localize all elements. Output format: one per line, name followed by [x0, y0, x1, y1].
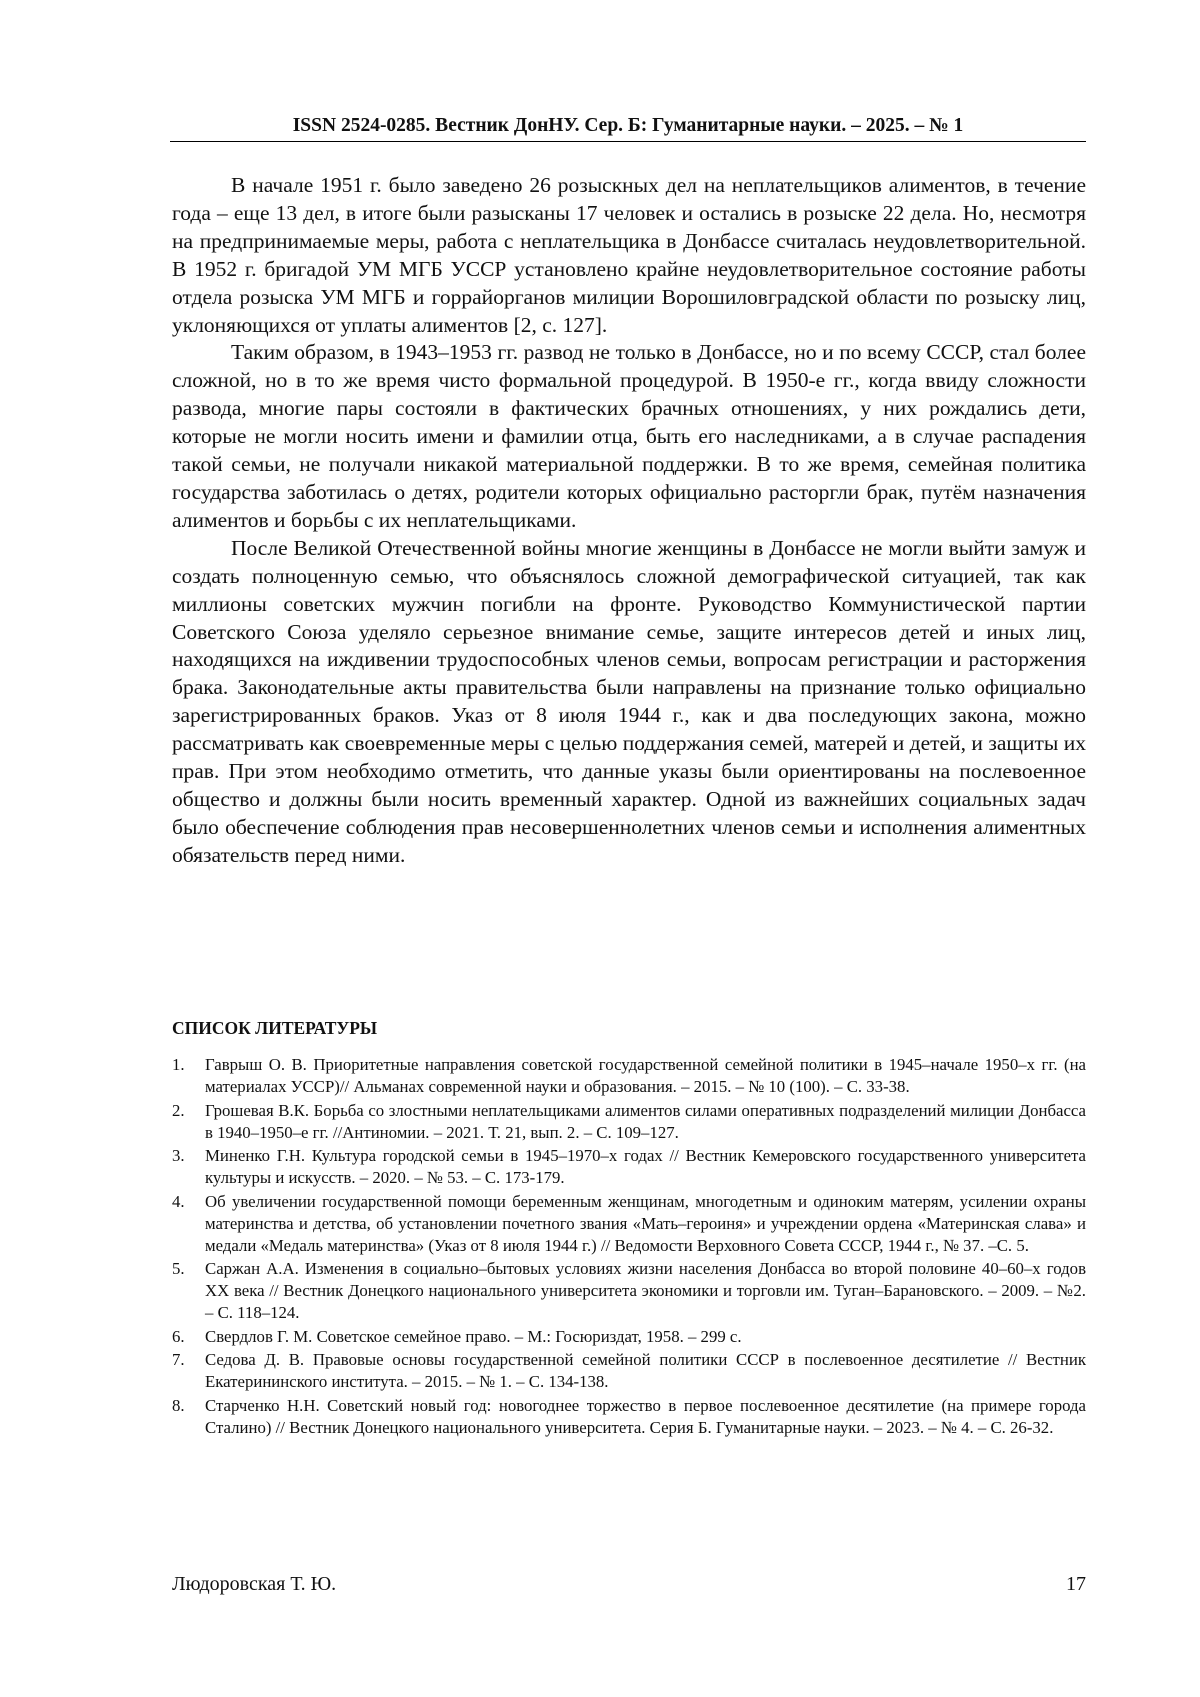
reference-item: [172, 1349, 1086, 1393]
footer-author: Людоровская Т. Ю.: [172, 1573, 337, 1595]
reference-item: [172, 1258, 1086, 1324]
reference-text: Грошевая В.К. Борьба со злостными неплательщиками алиментов силами оперативных подразделений милиции Донбасса в 1940–1950–е гг. //Антиномии. – 2021. Т. 21, вып. 2. – С. 109–127.: [205, 1100, 1086, 1142]
body-paragraph: Таким образом, в 1943–1953 гг. развод не только в Донбассе, но и по всему СССР, стал более сложной, но в то же время чисто формальной процедурой. В 1950-е гг., когда ввиду сложности развода, многие пары состояли в фактических брачных отношениях, у них рождались дети, которые не могли носить имени и фамилии отца, быть его наследниками, а в случае распадения такой семьи, не получали никакой материальной поддержки. В то же время, семейная политика государства заботилась о детях, родители которых официально расторгли брак, путём назначения алиментов и борьбы с их неплательщиками.: [172, 340, 1086, 532]
reference-text: Гаврыш О. В. Приоритетные направления советской государственной семейной политики в 1945–начале 1950–х гг. (на материалах УССР)// Альманах современной науки и образования. – 2015. – № 10 (100). – С. 33-38.: [205, 1055, 1086, 1096]
references-list: [172, 1054, 1086, 1440]
reference-item: [172, 1326, 1086, 1348]
reference-text: Об увеличении государственной помощи беременным женщинам, многодетным и одиноким матерям, усилении охраны материнства и детства, об установлении почетного звания «Мать–героиня» и учреждении ордена «Материнская слава» и медали «Медаль материнства» (Указ от 8 июля 1944 г.) // Ведомости Верховного Совета СССР, 1944 г., № 37. –С. 5.: [205, 1191, 1086, 1255]
reference-number: 4.: [172, 1191, 185, 1211]
reference-text: Саржан А.А. Изменения в социально–бытовых условиях жизни населения Донбасса во второй половине 40–60–х годов XX века // Вестник Донецкого национального университета экономики и торговли им. Туган–Барановского. – 2009. – №2. – С. 118–124.: [205, 1259, 1086, 1322]
reference-number: 1.: [172, 1055, 185, 1074]
body-paragraph: После Великой Отечественной войны многие женщины в Донбассе не могли выйти замуж и создать полноценную семью, что объяснялось сложной демографической ситуацией, так как миллионы советских мужчин погибли на фронте. Руководство Коммунистической партии Советского Союза уделяло серьезное внимание семье, защите интересов детей и иных лиц, находящихся на иждивении трудоспособных членов семьи, вопросам регистрации и расторжения брака. Законодательные акты правительства были направлены на признание только официально зарегистрированных браков. Указ от 8 июля 1944 г., как и два последующих закона, можно рассматривать как своевременные меры с целью поддержания семей, матерей и детей, и защиты их прав. При этом необходимо отметить, что данные указы были ориентированы на послевоенное общество и должны были носить временный характер. Одной из важнейших социальных задач было обеспечение соблюдения прав несовершеннолетних членов семьи и исполнения алиментных обязательств перед ними.: [172, 535, 1086, 867]
reference-item: [172, 1145, 1086, 1189]
reference-number: 3.: [172, 1146, 185, 1165]
article-body: [172, 172, 1086, 870]
reference-number: 5.: [172, 1259, 185, 1278]
body-paragraph: В начале 1951 г. было заведено 26 розыскных дел на неплательщиков алиментов, в течение года – еще 13 дел, в итоге были разысканы 17 человек и остались в розыске 22 дела. Но, несмотря на предпринимаемые меры, работа с неплательщика в Донбассе считалась неудовлетворительной. В 1952 г. бригадой УМ МГБ УССР установлено крайне неудовлетворительное состояние работы отдела розыска УМ МГБ и горрайорганов милиции Ворошиловградской области по розыску лиц, уклоняющихся от уплаты алиментов [2, с. 127].: [172, 173, 1086, 337]
reference-number: 8.: [172, 1395, 185, 1415]
reference-text: Седова Д. В. Правовые основы государственной семейной политики СССР в послевоенное десятилетие // Вестник Екатерининского института. – 2015. – № 1. – С. 134-138.: [205, 1350, 1086, 1391]
reference-number: 7.: [172, 1350, 185, 1369]
running-header: ISSN 2524-0285. Вестник ДонНУ. Сер. Б: Гуманитарные науки. – 2025. – № 1: [292, 115, 964, 136]
reference-item: [172, 1054, 1086, 1098]
reference-text: Старченко Н.Н. Советский новый год: новогоднее торжество в первое послевоенное десятилетие (на примере города Сталино) // Вестник Донецкого национального университета. Серия Б. Гуманитарные науки. – 2023. – № 4. – С. 26-32.: [205, 1395, 1086, 1437]
reference-text: Свердлов Г. М. Советское семейное право. – М.: Госюриздат, 1958. – 299 с.: [205, 1326, 742, 1346]
reference-number: 2.: [172, 1100, 185, 1120]
reference-item: [172, 1191, 1086, 1257]
reference-number: 6.: [172, 1326, 185, 1346]
page-number: 17: [1066, 1573, 1086, 1595]
header-divider: [170, 141, 1086, 142]
reference-item: [172, 1395, 1086, 1439]
references-heading: СПИСОК ЛИТЕРАТУРЫ: [172, 1018, 378, 1038]
reference-item: [172, 1100, 1086, 1144]
reference-text: Миненко Г.Н. Культура городской семьи в 1945–1970–х годах // Вестник Кемеровского государственного университета культуры и искусств. – 2020. – № 53. – С. 173-179.: [205, 1146, 1086, 1187]
